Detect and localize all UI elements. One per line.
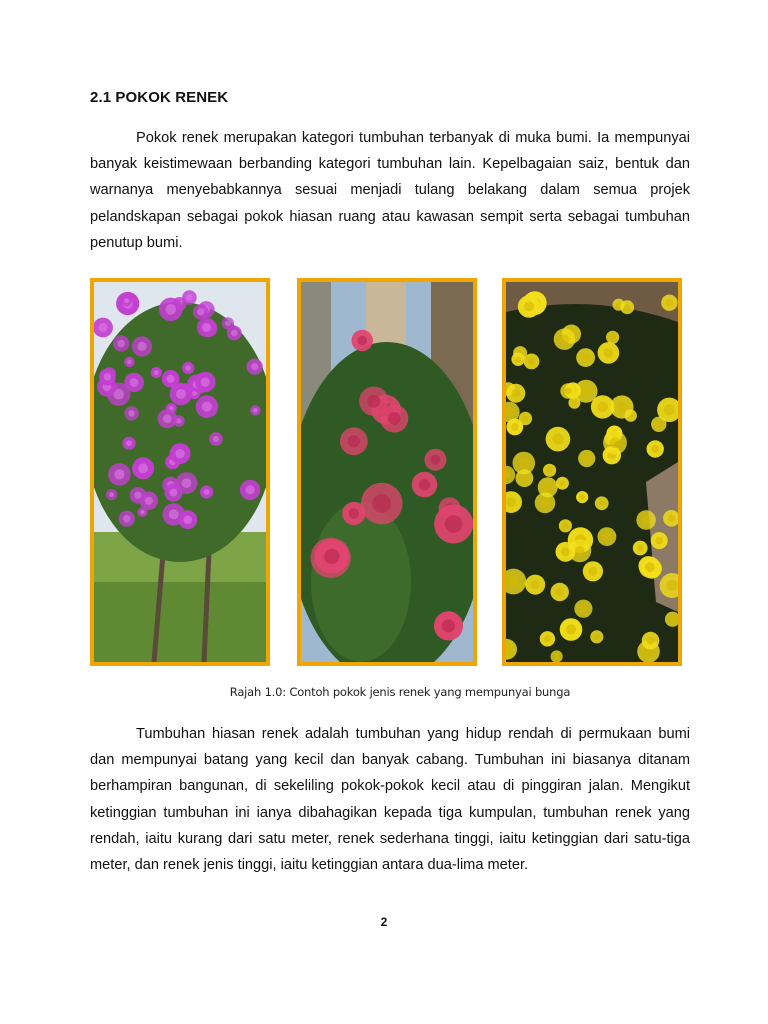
chrysanthemum-photo bbox=[502, 278, 682, 666]
intro-paragraph: Pokok renek merupakan kategori tumbuhan terbanyak di muka bumi. Ia mempunyai banyak keistimewaan berbanding kategori tumbuhan lain. Kepelbagaian saiz, bentuk dan warnanya menyebabkannya sesuai menjadi tulang belakang dalam semua projek pelandskapan sebagai pokok hiasan ruang atau kawasan sempit serta sebagai tumbuhan penutup bumi. bbox=[90, 130, 690, 251]
section-heading: 2.1 POKOK RENEK bbox=[90, 89, 229, 106]
bougainvillea-photo bbox=[90, 278, 270, 666]
figure-caption: Rajah 1.0: Contoh pokok jenis renek yang mempunyai bunga bbox=[229, 685, 571, 699]
bougainvillea-image bbox=[94, 282, 266, 662]
rose-photo bbox=[297, 278, 477, 666]
page-number: 2 bbox=[380, 915, 388, 929]
chrysanthemum-image bbox=[506, 282, 678, 662]
figure-photo-row bbox=[90, 278, 690, 668]
description-paragraph: Tumbuhan hiasan renek adalah tumbuhan yang hidup rendah di permukaan bumi dan mempunyai batang yang kecil dan banyak cabang. Tumbuhan ini biasanya ditanam berhampiran bangunan, di sekeliling pokok-pokok kecil atau di pinggiran jalan. Mengikut ketinggian tumbuhan ini ianya dibahagikan kepada tiga kumpulan, tumbuhan renek yang rendah, iaitu kurang dari satu meter, renek sederhana tinggi, iaitu ketinggian dari satu-tiga meter, dan renek jenis tinggi, iaitu ketinggian antara dua-lima meter. bbox=[90, 726, 690, 874]
rose-image bbox=[301, 282, 473, 662]
